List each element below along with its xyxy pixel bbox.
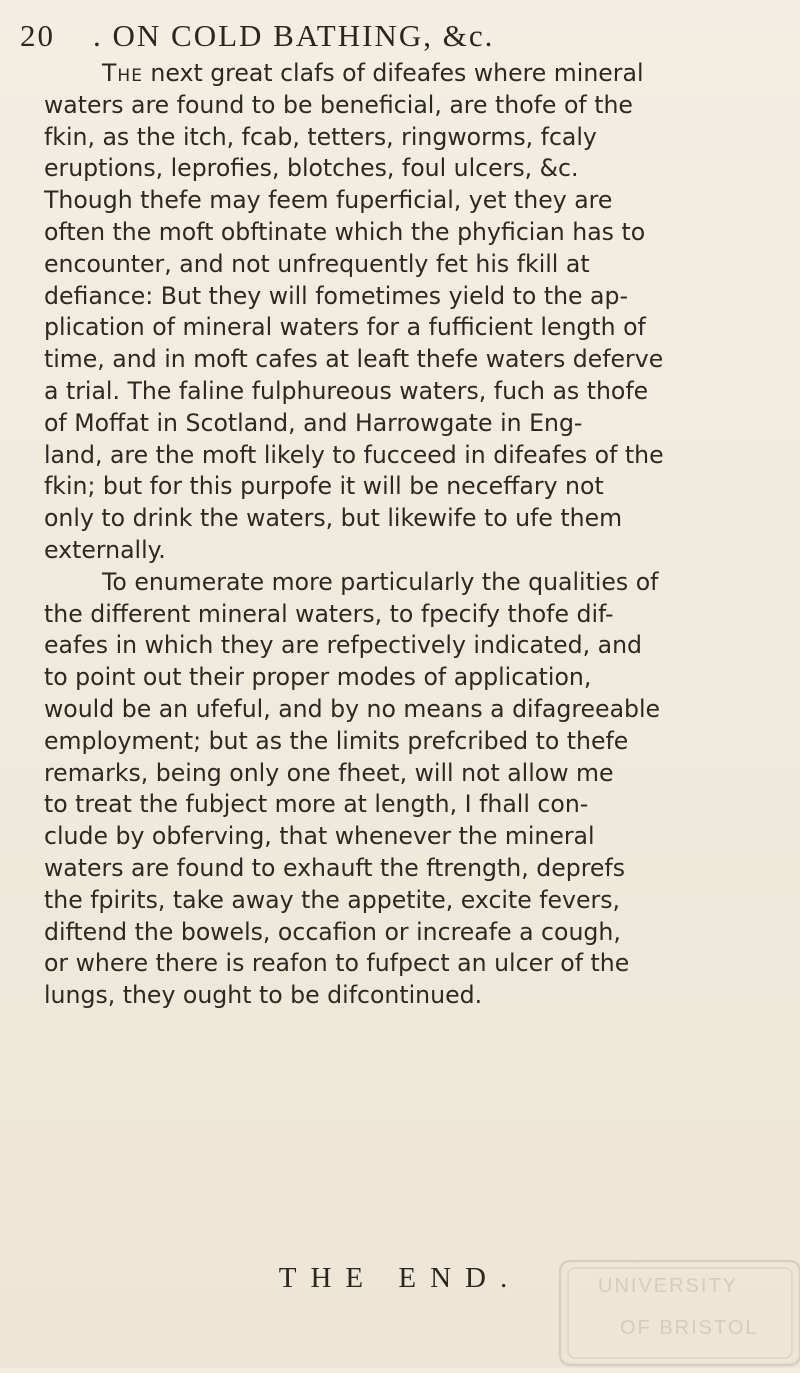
text-line: to point out their proper modes of application,	[44, 663, 592, 692]
running-head	[20, 18, 780, 54]
stamp-line-2: OF BRISTOL	[620, 1317, 759, 1339]
text-line: fkin; but for this purpofe it will be neceffary not	[44, 472, 604, 501]
text-line: eruptions, leprofies, blotches, foul ulcers, &c.	[44, 154, 579, 183]
text-line: of Moffat in Scotland, and Harrowgate in Eng-	[44, 408, 583, 437]
page-number: 20	[20, 18, 55, 53]
text-line: encounter, and not unfrequently fet his fkill at	[44, 249, 590, 278]
text-line: waters are found to be beneficial, are thofe of the	[44, 90, 633, 119]
text-line: eafes in which they are refpectively indicated, and	[44, 631, 643, 660]
text-line: only to drink the waters, but likewife to ufe them	[44, 504, 623, 533]
text-line: time, and in moft cafes at leaft thefe waters deferve	[44, 345, 664, 374]
text-line: often the moft obftinate which the phyfician has to	[44, 217, 646, 246]
body-text	[44, 58, 788, 1012]
text-line: waters are found to exhauft the ftrength, deprefs	[44, 853, 626, 882]
running-title: . ON COLD BATHING, &c.	[93, 18, 495, 53]
text-line: To enumerate more particularly the qualities of	[102, 567, 659, 596]
paragraph-1	[44, 58, 788, 567]
stamp-frame	[540, 1255, 800, 1368]
text-line: externally.	[44, 535, 166, 564]
text-line: remarks, being only one fheet, will not allow me	[44, 758, 614, 787]
text-line: would be an ufeful, and by no means a difagreeable	[44, 694, 661, 723]
text-line: employment; but as the limits prefcribed to thefe	[44, 726, 629, 755]
paragraph-2	[44, 567, 788, 1012]
lead-word: The	[102, 59, 143, 87]
text-line: clude by obferving, that whenever the mineral	[44, 822, 595, 851]
text-line: to treat the fubject more at length, I fhall con-	[44, 790, 589, 819]
text-line: defiance: But they will fometimes yield to the ap-	[44, 281, 628, 310]
text-line: Though thefe may feem fuperficial, yet they are	[44, 186, 613, 215]
text-line: diftend the bowels, occafion or increafe a cough,	[44, 917, 621, 946]
text-line: or where there is reafon to fufpect an ulcer of the	[44, 949, 630, 978]
stamp-line-1: UNIVERSITY	[598, 1275, 739, 1297]
library-stamp	[540, 1255, 800, 1368]
text-line: the fpirits, take away the appetite, excite fevers,	[44, 885, 621, 914]
text-line: The next great clafs of difeafes where mineral	[102, 59, 644, 87]
text-line: fkin, as the itch, fcab, tetters, ringworms, fcaly	[44, 122, 597, 151]
text-line: a trial. The faline fulphureous waters, fuch as thofe	[44, 376, 649, 405]
finis: THE END.	[278, 1262, 522, 1294]
text-line: plication of mineral waters for a fufficient length of	[44, 313, 646, 342]
text-line: the different mineral waters, to fpecify thofe dif-	[44, 599, 614, 628]
text-line: lungs, they ought to be difcontinued.	[44, 981, 483, 1010]
text-line: land, are the moft likely to fucceed in difeafes of the	[44, 440, 664, 469]
